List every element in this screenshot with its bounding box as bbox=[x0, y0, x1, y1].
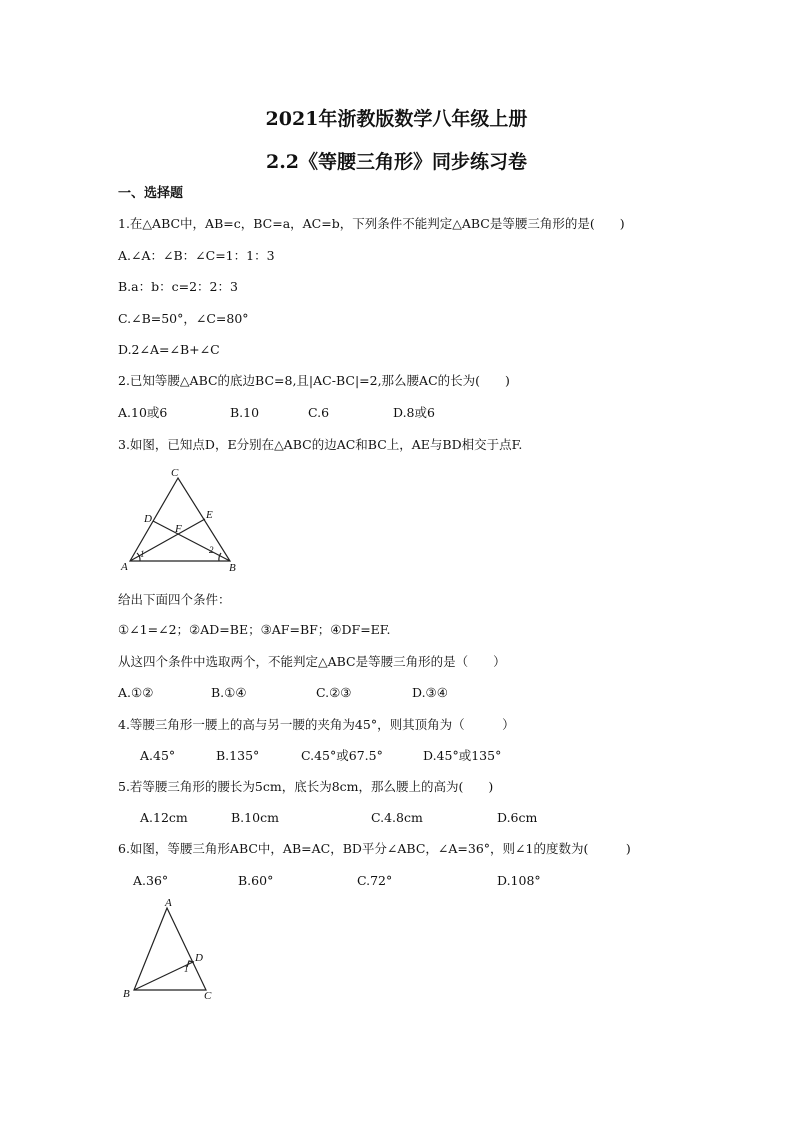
question-4-option-c: C.45°或67.5° bbox=[301, 748, 383, 763]
question-3-option-b: B.①④ bbox=[211, 685, 247, 700]
fig3-label-e: E bbox=[206, 509, 213, 521]
question-4-option-a: A.45° bbox=[140, 748, 176, 763]
fig3-angle-1: 1 bbox=[140, 549, 145, 559]
question-4-stem: 4.等腰三角形一腰上的高与另一腰的夹角为45°，则其顶角为（ ） bbox=[118, 717, 515, 732]
question-5-option-d: D.6cm bbox=[497, 810, 538, 825]
question-5-stem: 5.若等腰三角形的腰长为5cm，底长为8cm，那么腰上的高为( ) bbox=[118, 779, 494, 794]
question-3-option-c: C.②③ bbox=[316, 685, 352, 700]
fig3-label-b: B bbox=[229, 562, 236, 574]
question-3-ask: 从这四个条件中选取两个，不能判定△ABC是等腰三角形的是（ ） bbox=[118, 654, 506, 669]
question-6-option-c: C.72° bbox=[357, 873, 393, 888]
question-2-option-b: B.10 bbox=[230, 405, 260, 420]
fig3-label-f: F bbox=[175, 523, 182, 535]
fig3-label-d: D bbox=[144, 513, 152, 525]
section-heading: 一、选择题 bbox=[118, 186, 184, 201]
question-2-option-d: D.8或6 bbox=[393, 405, 435, 420]
question-1-option-a: A.∠A：∠B：∠C=1：1：3 bbox=[118, 248, 275, 263]
question-1-option-d: D.2∠A=∠B+∠C bbox=[118, 342, 220, 357]
question-6-figure bbox=[118, 898, 222, 1002]
question-3-option-a: A.①② bbox=[118, 685, 154, 700]
page-title: 2021年浙教版数学八年级上册 bbox=[265, 108, 528, 130]
question-5-option-b: B.10cm bbox=[231, 810, 279, 825]
page-subtitle: 2.2《等腰三角形》同步练习卷 bbox=[265, 151, 528, 173]
fig6-label-d: D bbox=[195, 952, 203, 964]
fig6-angle-1: 1 bbox=[184, 964, 189, 974]
question-6-option-d: D.108° bbox=[497, 873, 541, 888]
question-3-option-d: D.③④ bbox=[412, 685, 448, 700]
question-3-stem: 3.如图，已知点D，E分别在△ABC的边AC和BC上，AE与BD相交于点F. bbox=[118, 437, 523, 452]
question-5-option-a: A.12cm bbox=[140, 810, 188, 825]
fig3-angle-2: 2 bbox=[209, 545, 214, 555]
question-6-option-b: B.60° bbox=[238, 873, 274, 888]
question-1-option-c: C.∠B=50°，∠C=80° bbox=[118, 311, 249, 326]
question-4-option-d: D.45°或135° bbox=[423, 748, 502, 763]
question-3-figure bbox=[115, 462, 245, 574]
question-2-option-c: C.6 bbox=[308, 405, 330, 420]
fig6-label-b: B bbox=[123, 988, 130, 1000]
question-3-given: 给出下面四个条件： bbox=[118, 592, 231, 607]
question-2-stem: 2.已知等腰△ABC的底边BC=8,且|AC-BC|=2,那么腰AC的长为( ) bbox=[118, 373, 510, 388]
fig3-label-c: C bbox=[171, 467, 179, 479]
question-1-option-b: B.a：b：c=2：2：3 bbox=[118, 279, 238, 294]
fig6-label-c: C bbox=[204, 990, 212, 1002]
question-6-stem: 6.如图，等腰三角形ABC中，AB=AC，BD平分∠ABC，∠A=36°，则∠1的度数为( ) bbox=[118, 841, 631, 856]
question-6-option-a: A.36° bbox=[133, 873, 169, 888]
question-1-stem: 1.在△ABC中，AB=c，BC=a，AC=b，下列条件不能判定△ABC是等腰三角形的是( ) bbox=[118, 216, 625, 231]
question-4-option-b: B.135° bbox=[216, 748, 260, 763]
question-5-option-c: C.4.8cm bbox=[371, 810, 423, 825]
question-2-option-a: A.10或6 bbox=[118, 405, 168, 420]
fig3-label-a: A bbox=[121, 561, 128, 573]
question-3-conditions: ①∠1=∠2；②AD=BE；③AF=BF；④DF=EF. bbox=[118, 622, 391, 637]
fig6-label-a: A bbox=[165, 898, 172, 909]
